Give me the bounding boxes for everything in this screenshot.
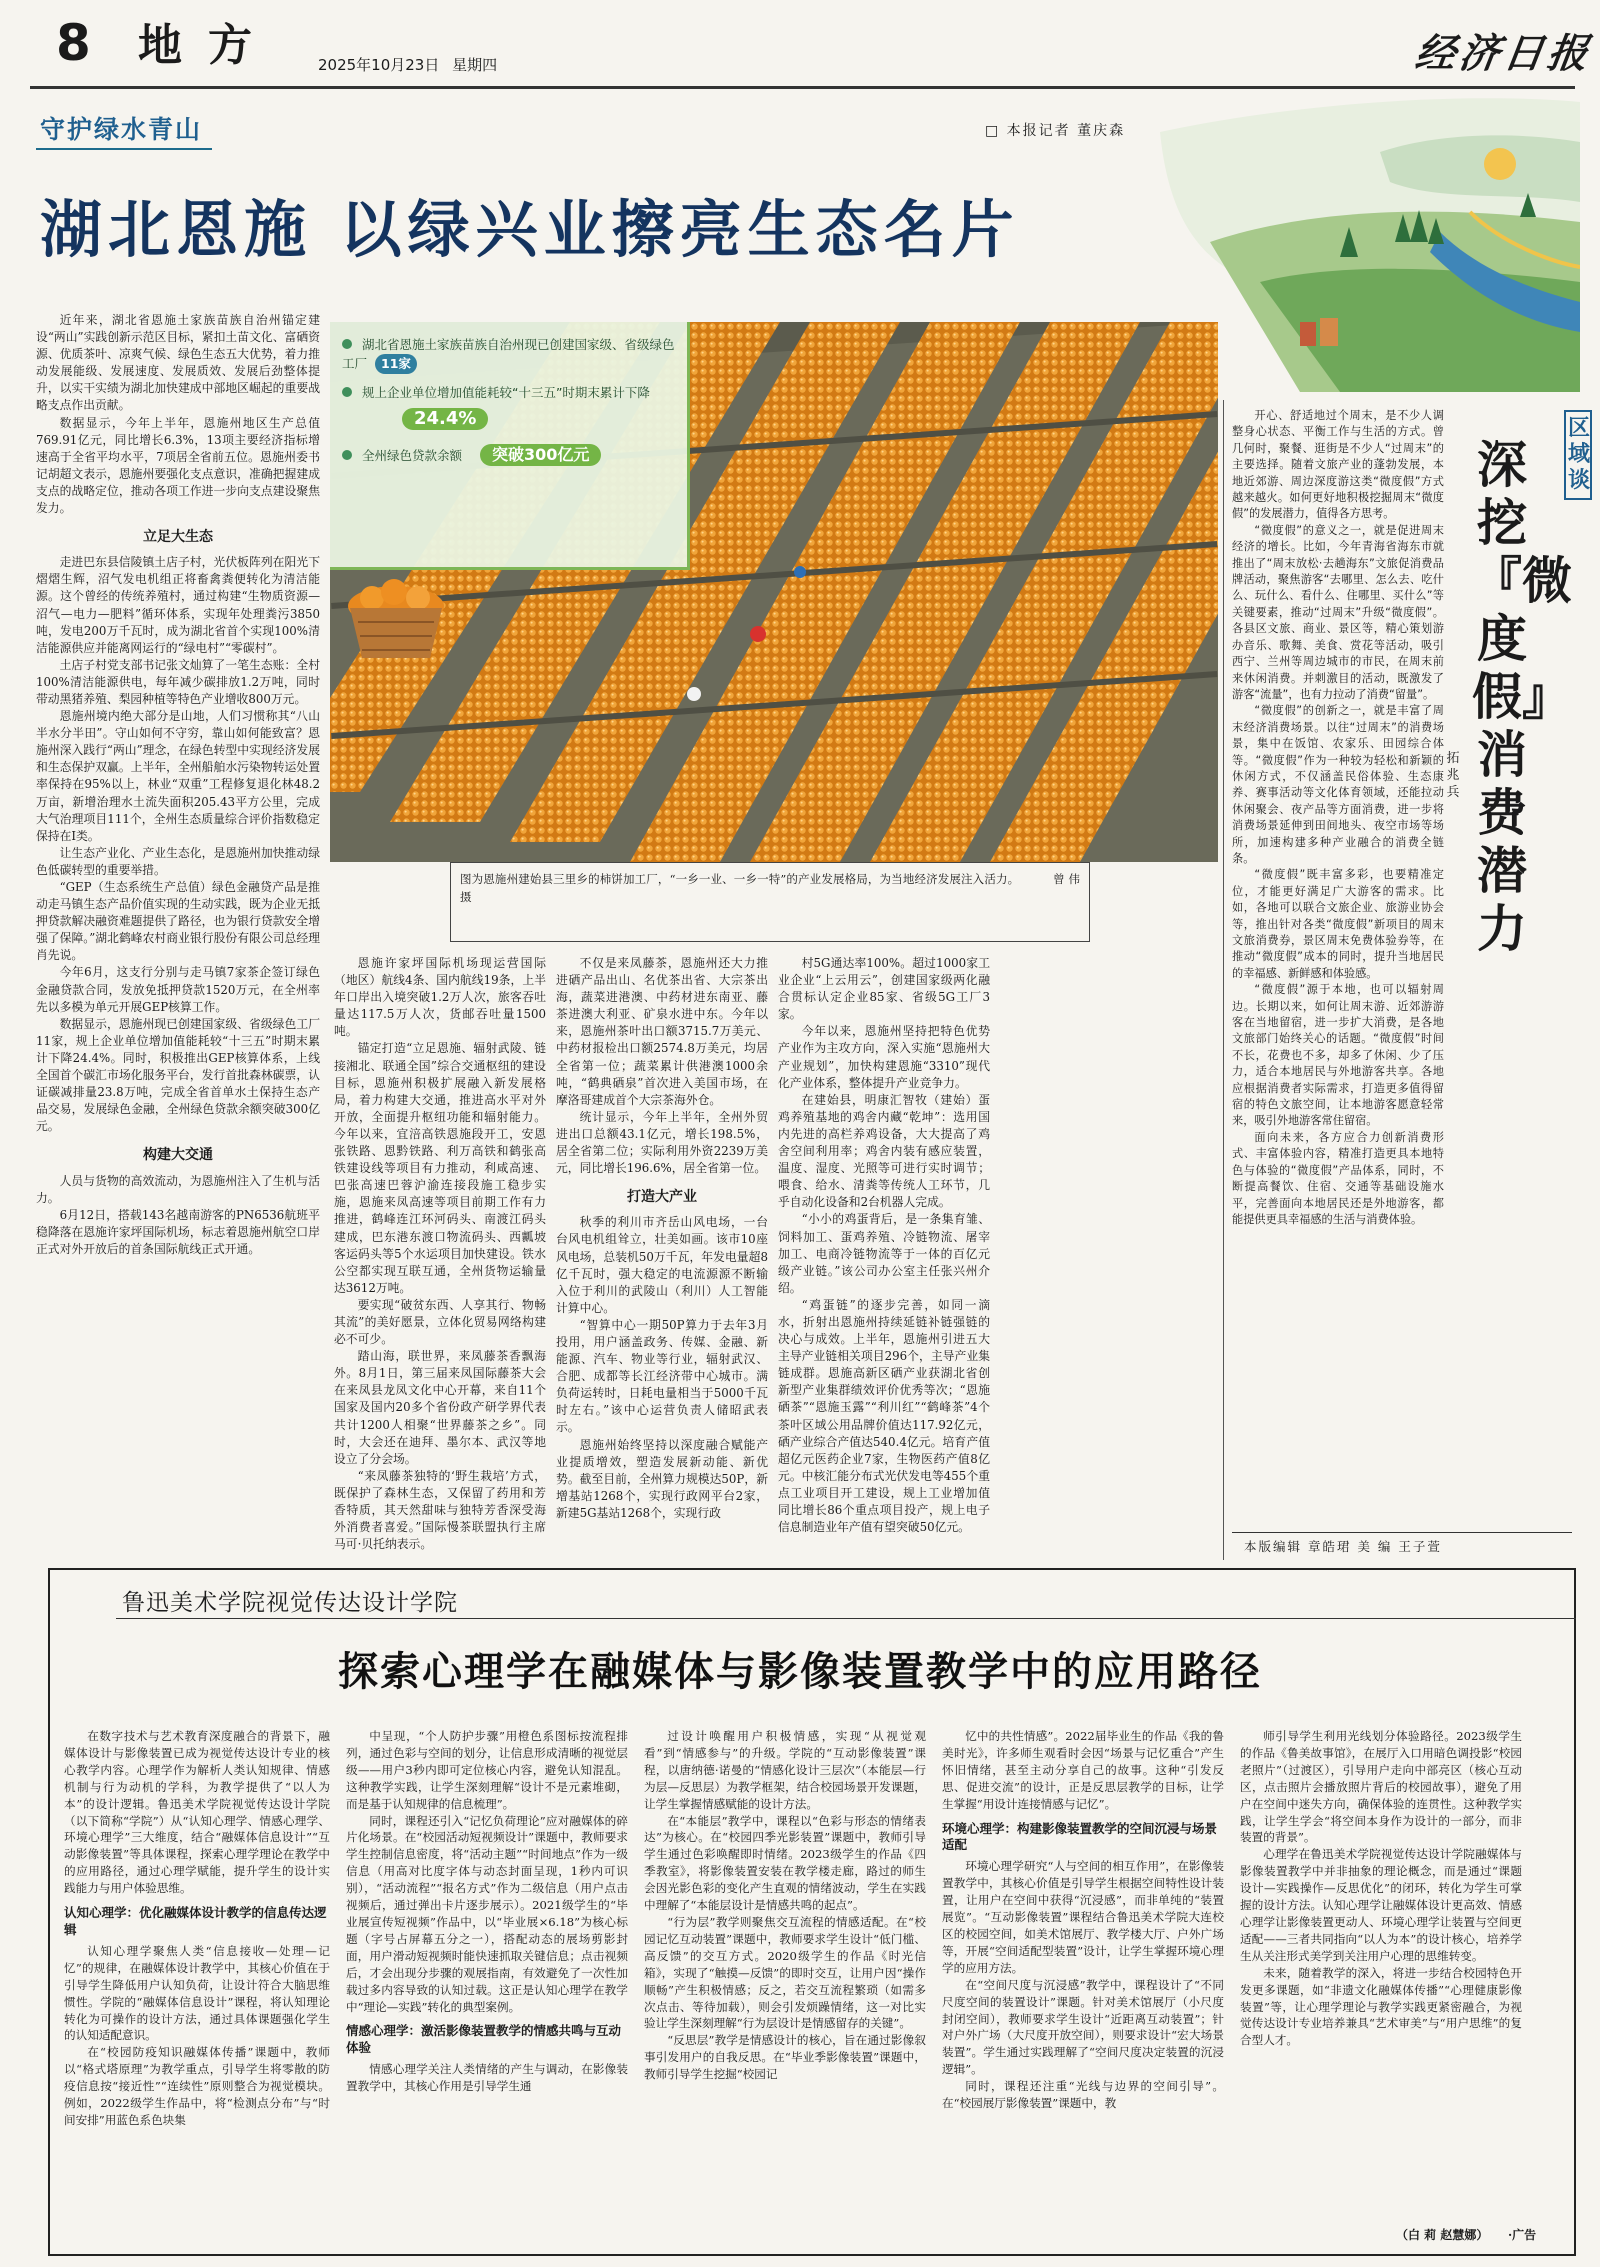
info-value: 11家 — [375, 354, 417, 374]
paragraph: 不仅是来凤藤茶，恩施州还大力推进硒产品出山、名优茶出省、大宗茶出海，蔬菜进港澳、中药材进东南亚、藤茶进澳大利亚、矿泉水进中东。今年以来，恩施州茶叶出口额3715.7万美元、中药材报检出口额2574.8万美元，均居全省第一位；蔬菜累计供港澳1000余吨，“鹤典硒泉”首次进入美国市场，在摩洛哥建成首个大宗茶海外仓。 — [556, 956, 768, 1107]
paragraph: 恩施州境内绝大部分是山地，人们习惯称其“八山半水分半田”。守山如何不守穷，靠山如何能致富？恩施州深入践行“两山”理念，在绿色转型中实现经济发展和生态保护双赢。上半年，全州船舶水污染物转运处置率保持在95%以上，林业“双重”工程修复退化林48.2万亩，新增治理水土流失面积205.43平方公里，完成大气治理项目111个，全州生态质量综合评价指数稳定保持在Ⅰ类。 — [36, 709, 320, 843]
article-col-4 — [778, 955, 990, 1552]
sidebar-author: 拓兆兵 — [1446, 751, 1460, 800]
ad-org-name: 鲁迅美术学院视觉传达设计学院 — [122, 1590, 458, 1616]
info-text: 湖北省恩施土家族苗族自治州现已创建国家级、省级绿色工厂 — [342, 337, 675, 371]
infographic — [330, 322, 1218, 948]
article-col-1 — [36, 312, 320, 1552]
ad-paragraph: 在数字技术与艺术教育深度融合的背景下，融媒体设计与影像装置已成为视觉传达设计专业的核心教学内容。心理学作为解析人类认知规律、情感机制与行为动机的学科，为教学提供了“以人为本”的设计逻辑。鲁迅美术学院视觉传达设计学院（以下简称“学院”）从“认知心理学、情感心理学、环境心理学”三大维度，结合“融媒体信息设计”“互动影像装置”等具体课程，探索心理学理论在教学中的应用路径，通过心理学赋能，提升学生的设计实践能力与用户体验思维。 — [64, 1729, 330, 1896]
photographer: 曾 伟摄 — [460, 872, 1081, 904]
info-text: 全州绿色贷款余额 — [361, 448, 462, 463]
sidebar-title: 深挖『微度假』消费潜力 — [1472, 436, 1572, 958]
bullet-icon — [342, 387, 352, 397]
ad-paragraph: 情感心理学关注人类情绪的产生与调动，在影像装置教学中，其核心作用是引导学生通 — [346, 2062, 628, 2094]
paragraph: “GEP（生态系统生产总值）绿色金融贷产品是推动走马镇生态产品价值实现的生动实践，既为企业无抵押贷款解决融资难题提供了路径，也为银行贷款安全增强了保障。”湖北鹤峰农村商业银行股份有限公司总经理肖先说。 — [36, 880, 320, 963]
paragraph: 要实现“破贫东西、人享其行、物畅其流”的美好愿景，立体化贸易网络构建必不可少。 — [334, 1297, 546, 1347]
paragraph: “鸡蛋链”的逐步完善，如同一滴水，折射出恩施州持续延链补链强链的决心与成效。上半年，恩施州引进五大主导产业链相关项目296个，主导产业集链成群。恩施高新区硒产业获湖北省创新型产业集群绩效评价优秀等次；“恩施硒茶”“恩施玉露”“利川红”“鹤峰茶”4个茶叶区域公用品牌价值达117.92亿元，硒产业综合产值达540.4亿元。培育产值超亿元医药企业7家，生物医药产值8亿元。中核汇能分布式光伏发电等455个重点工业项目开工建设，规上工业增加值同比增长86个重点项目投产，规上电子信息制造业年产值有望突破50亿元。 — [778, 1297, 990, 1535]
paragraph: “小小的鸡蛋背后，是一条集育雏、饲料加工、蛋鸡养殖、冷链物流、屠宰加工、电商冷链物流等于一体的百亿元级产业链。”该公司办公室主任张兴州介绍。 — [778, 1212, 990, 1295]
ad-col-4 — [942, 1728, 1224, 2248]
ad-headline: 探索心理学在融媒体与影像装置教学中的应用路径 — [338, 1649, 1262, 1695]
issue-date — [318, 54, 497, 75]
ad-paragraph: 环境心理学研究“人与空间的相互作用”，在影像装置教学中，其核心价值是引导学生根据空间特性设计装置，让用户在空间中获得“沉浸感”，而非单纯的“装置展览”。“互动影像装置”课程结合鲁迅美术学院大连校区的校园空间，如美术馆展厅、教学楼大厅、户外广场等，开展“空间适配型装置”设计，让学生掌握环境心理学的应用方法。 — [942, 1859, 1224, 1975]
sidebar-text — [1232, 408, 1444, 1528]
ad-title-rule — [116, 1618, 1576, 1619]
article-col-3 — [556, 955, 768, 1552]
column-tag — [36, 110, 212, 150]
ad-subheading: 认知心理学：优化融媒体设计教学的信息传达逻辑 — [64, 1905, 327, 1937]
caption-text: 图为恩施州建始县三里乡的柿饼加工厂，“一乡一业、一乡一特”的产业发展格局，为当地经济发展注入活力。 — [460, 872, 1020, 886]
paragraph: 今年6月，这支行分别与走马镇7家茶企签订绿色金融贷款合同，发放免抵押贷款1520万元，在全州率先以多模为单元开展GEP核算工作。 — [36, 965, 320, 1014]
paragraph: 村5G通达率100%。超过1000家工业企业“上云用云”，创建国家级两化融合贯标认定企业85家、省级5G工厂3家。 — [778, 956, 990, 1022]
ad-paragraph: 在“空间尺度与沉浸感”教学中，课程设计了“不同尺度空间的装置设计”课题。针对美术馆展厅（小尺度封闭空间），教师要求学生设计“近距离互动装置”；针对户外广场（大尺度开放空间），则要求设计“宏大场景装置”。学生通过实践理解了“空间尺度决定装置的沉浸逻辑”。 — [942, 1977, 1224, 2077]
bullet-icon — [342, 450, 352, 460]
sidebar-label: 区域谈 — [1564, 410, 1592, 500]
ad-paragraph: 中呈现，“个人防护步骤”用橙色系图标按流程排列，通过色彩与空间的划分，让信息形成清晰的视觉层级——用户3秒内即可定位核心内容，避免认知混乱。这种教学实践，让学生深刻理解“设计不是元素堆砌，而是基于认知规律的信息梳理”。 — [346, 1729, 628, 1811]
subheading: 构建大交通 — [143, 1147, 213, 1164]
paragraph: 锚定打造“立足恩施、辐射武陵、链接湘北、联通全国”综合交通枢纽的建设目标，恩施州积极扩展融入新发展格局，着力构建大交通，推进高水平对外开放，全面提升枢纽功能和辐射能力。今年以来，宜涪高铁恩施段开工，安恩张铁路、恩黔铁路、利万高铁和鹤张高铁建设线等项目有力推动，利咸高速、巴张高速巴蓉沪渝连接段施工稳步实施，恩施来凤高速等项目前期工作有力推进，鹤峰连江环河码头、南渡江码头建成，巴东港东渡口物流码头、西瓤坡客运码头等5个水运项目加快建设。铁水公空都实现互联互通，全州货物运输量达3612万吨。 — [334, 1041, 546, 1295]
paragraph: 统计显示，今年上半年，全州外贸进出口总额43.1亿元，增长198.5%，居全省第二位；实际利用外资2239万美元，同比增长196.6%，居全省第一位。 — [556, 1109, 768, 1176]
persimmon-basket-illustration — [336, 558, 456, 668]
section-name: 地方 — [138, 20, 278, 71]
paragraph: “智算中心一期50P算力于去年3月投用，用户涵盖政务、传媒、金融、新能源、汽车、物业等行业，辐射武汉、合肥、成都等长江经济带中心城市。满负荷运转时，日耗电量相当于5000千瓦时左右。”该中心运营负责人储昭武表示。 — [556, 1317, 768, 1435]
paragraph: 人员与货物的高效流动，为恩施州注入了生机与活力。 — [36, 1173, 320, 1205]
info-text: 规上企业单位增加值能耗较“十三五”时期末累计下降 — [361, 385, 650, 400]
ad-signature: （白 莉 赵慧娜） — [1396, 2228, 1489, 2242]
ad-mark: ·广告 — [1508, 2228, 1537, 2242]
paragraph: 在建始县，明康汇智牧（建始）蛋鸡养殖基地的鸡舍内藏“乾坤”：选用国内先进的高栏养鸡设备，大大提高了鸡舍空间利用率；鸡舍内装有感应装置，温度、湿度、光照等可进行实时调节；喂食、给水、清粪等传统人工环节，几乎自动化设备和2台机器人完成。 — [778, 1092, 990, 1210]
sidebar-paragraph: “微度假”既丰富多彩，也要精准定位，才能更好满足广大游客的需求。比如，各地可以联合文旅企业、旅游业协会等，推出针对各类“微度假”新项目的周末文旅消费券，景区周末免费体验券等，在推动“微度假”成本的同时，提升当地居民的幸福感、新鲜感和体验感。 — [1232, 868, 1444, 980]
ad-subheading: 环境心理学：构建影像装置教学的空间沉浸与场景适配 — [942, 1820, 1218, 1853]
paragraph: 今年以来，恩施州坚持把特色优势产业作为主攻方向，深入实施“恩施州大产业规划”，加快构建恩施“3310”现代化产业体系，整体提升产业竞争力。 — [778, 1024, 990, 1090]
paragraph: 近年来，湖北省恩施土家族苗族自治州锚定建设“两山”实践创新示范区目标，紧扣土苗文化、富硒资源、优质茶叶、凉爽气候、绿色生态五大优势，着力推动发展能级、发展速度、发展质效、发展后劲整体提升，以实干实绩为湖北加快建成中部地区崛起的重要战略支点作出贡献。 — [36, 313, 320, 413]
ad-col-1 — [64, 1728, 330, 2248]
column-tag-text: 守护绿水青山 — [40, 115, 203, 144]
paragraph: 数据显示，今年上半年，恩施州地区生产总值769.91亿元，同比增长6.3%，13项主要经济指标增速高于全省平均水平，7项居全省前五位。恩施州委书记胡超文表示，恩施州要强化支点意识，准确把握建成支点的战略定位，推动各项工作进一步向支点建设聚焦发力。 — [36, 415, 320, 516]
ad-paragraph: 未来，随着教学的深入，将进一步结合校园特色开发更多课题，如“非遗文化融媒体传播”“心理健康影像装置”等，让心理学理论与教学实践更紧密融合，为视觉传达设计专业培养兼具“艺术审美”与“用户思维”的复合型人才。 — [1240, 1965, 1522, 2048]
ad-paragraph: 认知心理学聚焦人类“信息接收—处理—记忆”的规律，在融媒体设计教学中，其核心价值在于引导学生降低用户认知负荷，让设计符合大脑思维惯性。学院的“融媒体信息设计”课程，将认知理论转化为可操作的设计方法，通过具体课题强化学生的认知适配意识。 — [64, 1943, 330, 2043]
headline: 湖北恩施 以绿兴业擦亮生态名片 — [40, 193, 1020, 266]
paragraph: 恩施许家坪国际机场现运营国际（地区）航线4条、国内航线19条，上半年口岸出入境突破1.2万人次，旅客吞吐量达117.5万人次，货邮吞吐量1500吨。 — [334, 956, 546, 1039]
ad-paragraph: 同时，课程还引入“记忆负荷理论”应对融媒体的碎片化场景。在“校园活动短视频设计”课题中，教师要求学生控制信息密度，将“活动主题”“时间地点”作为一级信息（用高对比度字体与动态封面呈现，1秒内可识别），“活动流程”“报名方式”作为二级信息（用户点击视频后，通过弹出卡片逐步展示）。2021级学生的“毕业展宣传短视频”作品中，以“毕业展×6.18”为核心标题（字号占屏幕五分之一），搭配动态的展场剪影封面，用户滑动短视频时能快速抓取关键信息；点击视频后，才会出现分步骤的观展指南，有效避免了一次性加载过多内容导致的认知过载。这正是认知心理学在教学中“理论—实践”转化的典型案例。 — [346, 1813, 628, 2014]
ad-col-2 — [346, 1728, 628, 2248]
sidebar-paragraph: “微度假”源于本地，也可以辐射周边。长期以来，如何让周末游、近郊游游客在当地留宿，进一步扩大消费，是各地文旅部门始终关心的话题。“微度假”时间不长，花费也不多，却多了休闲、少了压力，适合本地居民与外地游客共享。各地应根据消费者实际需求，打造更多值得留宿的特色文旅空间，让本地游客愿意轻常来，吸引外地游客常住留宿。 — [1232, 983, 1444, 1128]
ad-paragraph: 在“校园防疫知识融媒体传播”课题中，教师以“格式塔原理”为教学重点，引导学生将零散的防疫信息按“接近性”“连续性”原则整合为视觉模块。例如，2022级学生作品中，将“检测点分布”与“时间安排”用蓝色系色块集 — [64, 2045, 330, 2127]
sidebar-paragraph: 开心、舒适地过个周末，是不少人调整身心状态、平衡工作与生活的方式。曾几何时，聚餐、逛街是不少人“过周末”的主要选择。随着文旅产业的蓬勃发展，本地近郊游、周边深度游这类“微度假”方式越来越火。如何更好地积极挖掘周末“微度假”的发展潜力，值得各方思考。 — [1232, 409, 1444, 521]
ad-subheading: 情感心理学：激活影像装置教学的情感共鸣与互动体验 — [346, 2023, 622, 2056]
paragraph: 6月12日，搭载143名越南游客的PN6536航班平稳降落在恩施许家坪国际机场，标志着恩施州航空口岸正式对外开放后的首条国际航线正式开通。 — [36, 1207, 320, 1256]
info-item — [342, 384, 675, 430]
masthead — [0, 0, 1600, 88]
paragraph: 恩施州始终坚持以深度融合赋能产业提质增效，塑造发展新动能、新优势。截至目前，全州算力规模达50P，新增基站1268个，实现行政网平台2家，新建5G基站1268个，实现行政 — [556, 1437, 768, 1520]
byline: □ 本报记者 董庆森 — [985, 123, 1126, 139]
info-value: 24.4% — [402, 408, 488, 430]
bullet-icon — [342, 339, 352, 349]
article-col-2 — [334, 955, 546, 1552]
ad-paragraph: 同时，课程还注重“光线与边界的空间引导”。在“校园展厅影像装置”课题中，教 — [942, 2079, 1224, 2111]
ad-paragraph: 过设计唤醒用户积极情感，实现“从视觉观看”到“情感参与”的升级。学院的“互动影像装置”课程，以唐纳德·诺曼的“情感化设计三层次”（本能层—行为层—反思层）为教学框架，结合校园场景开发课题，让学生掌握情感赋能的设计方法。 — [644, 1729, 926, 1811]
ad-paragraph: 师引导学生利用光线划分体验路径。2023级学生的作品《鲁美故事馆》，在展厅入口用暗色调投影“校园老照片”（过渡区），引导用户走向中部亮区（核心互动区，点击照片会播放照片背后的校园故事），避免了用户在空间中迷失方向，确保体验的连贯性。这种教学实践，让学生学会“将空间本身作为设计的一部分，而非装置的背景”。 — [1240, 1729, 1522, 1845]
sidebar-divider — [1223, 400, 1224, 1560]
sidebar-paragraph: 面向未来，各方应合力创新消费形式、丰富体验内容，精准打造更具本地特色与体验的“微度假”产品体系，同时，不断提高餐饮、住宿、交通等基础设施水平，完善面向本地居民还是外地游客，都能提供更具幸福感的生活与消费体验。 — [1232, 1130, 1444, 1226]
masthead-rule — [30, 86, 1575, 89]
sidebar-paragraph: “微度假”的意义之一，就是促进周末经济的增长。比如，今年青海省海东市就推出了“周末放松·去趟海东”文旅促消费品牌活动，聚焦游客“去哪里、怎么去、吃什么、玩什么、看什么、住哪里、买什么”等关键要素，推动“过周末”升级“微度假”。各县区文旅、商业、景区等，精心策划游办音乐、歌舞、美食、赏花等活动，吸引西宁、兰州等周边城市的市民，在周末前来休闲消费。并刺激目的活动，既激发了游客“流量”，也有力拉动了消费“留量”。 — [1232, 523, 1444, 701]
info-panel — [330, 322, 690, 570]
editor-rule — [1232, 1532, 1572, 1533]
ad-paragraph: “反思层”教学是情感设计的核心，旨在通过影像叙事引发用户的自我反思。在“毕业季影像装置”课题中，教师引导学生挖掘“校园记 — [644, 2033, 926, 2082]
sidebar-paragraph: “微度假”的创新之一，就是丰富了周末经济消费场景。以往“过周末”的消费场景，集中在饭馆、农家乐、田园综合体等。“微度假”作为一种较为轻松和新颖的休闲方式，不仅涵盖民俗体验、生态康养、赛事活动等文化体育领域，还能拉动休闲聚会、夜产品等方面消费，进一步将消费场景延伸到田间地头、夜空市场等场所，加速构建多种产业融合的消费全链条。 — [1232, 704, 1444, 865]
ad-paragraph: “行为层”教学则聚焦交互流程的情感适配。在“校园记忆互动装置”课题中，教师要求学生设计“低门槛、高反馈”的交互方式。2020级学生的作品《时光信箱》，实现了“触摸—反馈”的即时交互，让用户因“操作顺畅”产生积极情感；反之，若交互流程繁琐（如需多次点击、等待加载），则会引发烦躁情绪，这一对比实验让学生深刻理解“行为层设计是情感留存的关键”。 — [644, 1914, 926, 2031]
ad-col-5 — [1240, 1728, 1522, 2218]
info-value: 突破300亿元 — [480, 444, 601, 466]
ad-col-3 — [644, 1728, 926, 2248]
date: 2025年10月23日 — [318, 56, 440, 74]
paragraph: 秋季的利川市齐岳山风电场，一台台风电机组耸立，壮美如画。该市10座风电场，总装机50万千瓦，年发电量超8亿千瓦时，强大稳定的电流源源不断输入位于利川的武陵山（利川）人工智能计算中心。 — [556, 1215, 768, 1315]
info-item — [342, 438, 675, 466]
paragraph: 土店子村党支部书记张文灿算了一笔生态账：全村100%清洁能源供电，每年减少碳排放1.2万吨，同时带动黑猪养殖、梨园种植等特色产业增收800万元。 — [36, 657, 320, 706]
newspaper-logo: 经济日报 — [1412, 30, 1595, 77]
photo-caption — [460, 870, 1080, 906]
paragraph: 数据显示，恩施州现已创建国家级、省级绿色工厂11家，规上企业单位增加值能耗较“十三五”时期末累计下降24.4%。同时，积极推出GEP核算体系，上线全国首个碳汇市场化服务平台，发行首批森林碳票，认证碳减排量23.8万吨，完成全省首单水土保持生态产品交易，发展绿色金融，全州绿色贷款余额突破300亿元。 — [36, 1016, 320, 1134]
info-item — [342, 336, 675, 374]
editor-line: 本版编辑 章皓珺 美 编 王子萱 — [1244, 1539, 1442, 1554]
page-number: 8 — [56, 14, 91, 72]
subheading: 打造大产业 — [627, 1189, 697, 1206]
paragraph: “来凤藤茶独特的‘野生栽培’方式，既保护了森林生态，又保留了药用和芳香特质，其天然甜味与独特芳香深受海外消费者喜爱。”国际慢茶联盟执行主席马可·贝托纳表示。 — [334, 1468, 546, 1552]
ad-paragraph: 心理学在鲁迅美术学院视觉传达设计学院融媒体与影像装置教学中并非抽象的理论概念，而是通过“课题设计—实践操作—反思优化”的闭环，转化为学生可掌握的设计方法。认知心理学让融媒体设计更高效、情感心理学让影像装置更动人、环境心理学让装置与空间更适配——三者共同指向“以人为本”的设计核心，培养学生从关注形式美学到关注用户心理的思维转变。 — [1240, 1847, 1522, 1963]
paragraph: 让生态产业化、产业生态化，是恩施州加快推动绿色低碳转型的重要举措。 — [36, 845, 320, 877]
paragraph: 走进巴东县信陵镇土店子村，光伏板阵列在阳光下熠熠生辉，沼气发电机组正将畜禽粪便转化为清洁能源。这个曾经的传统养殖村，通过构建“生物质资源—沼气—电力—肥料”循环体系，实现年处理粪污3850吨，发电200万千瓦时，成为湖北省首个实现100%清洁能源供应并能离网运行的“绿电村”“零碳村”。 — [36, 555, 320, 655]
ad-paragraph: 在“本能层”教学中，课程以“色彩与形态的情绪表达”为核心。在“校园四季光影装置”课题中，教师引导学生通过色彩唤醒即时情绪。2023级学生的作品《四季教室》，将影像装置安装在教学楼走廊，路过的师生会因光影色彩的变化产生直观的情绪波动，学生在实践中理解了“本能层设计是情感共鸣的起点”。 — [644, 1813, 926, 1913]
subheading: 立足大生态 — [143, 529, 213, 546]
paragraph: 踏山海，联世界，来凤藤茶香飘海外。8月1日，第三届来凤国际藤茶大会在来凤县龙凤文化中心开幕，来自11个国家及国内20多个省份政产研学界代表共计1200人相聚“世界藤茶之乡”。同时，大会还在迪拜、墨尔本、武汉等地设立了分会场。 — [334, 1349, 546, 1466]
ad-paragraph: 忆中的共性情感”。2022届毕业生的作品《我的鲁美时光》，许多师生观看时会因“场景与记忆重合”产生怀旧情绪，甚至主动分享自己的故事。这种“引发反思、促进交流”的设计，正是反思层教学的目标，让学生掌握“用设计连接情感与记忆”。 — [942, 1729, 1224, 1811]
weekday: 星期四 — [452, 56, 498, 74]
